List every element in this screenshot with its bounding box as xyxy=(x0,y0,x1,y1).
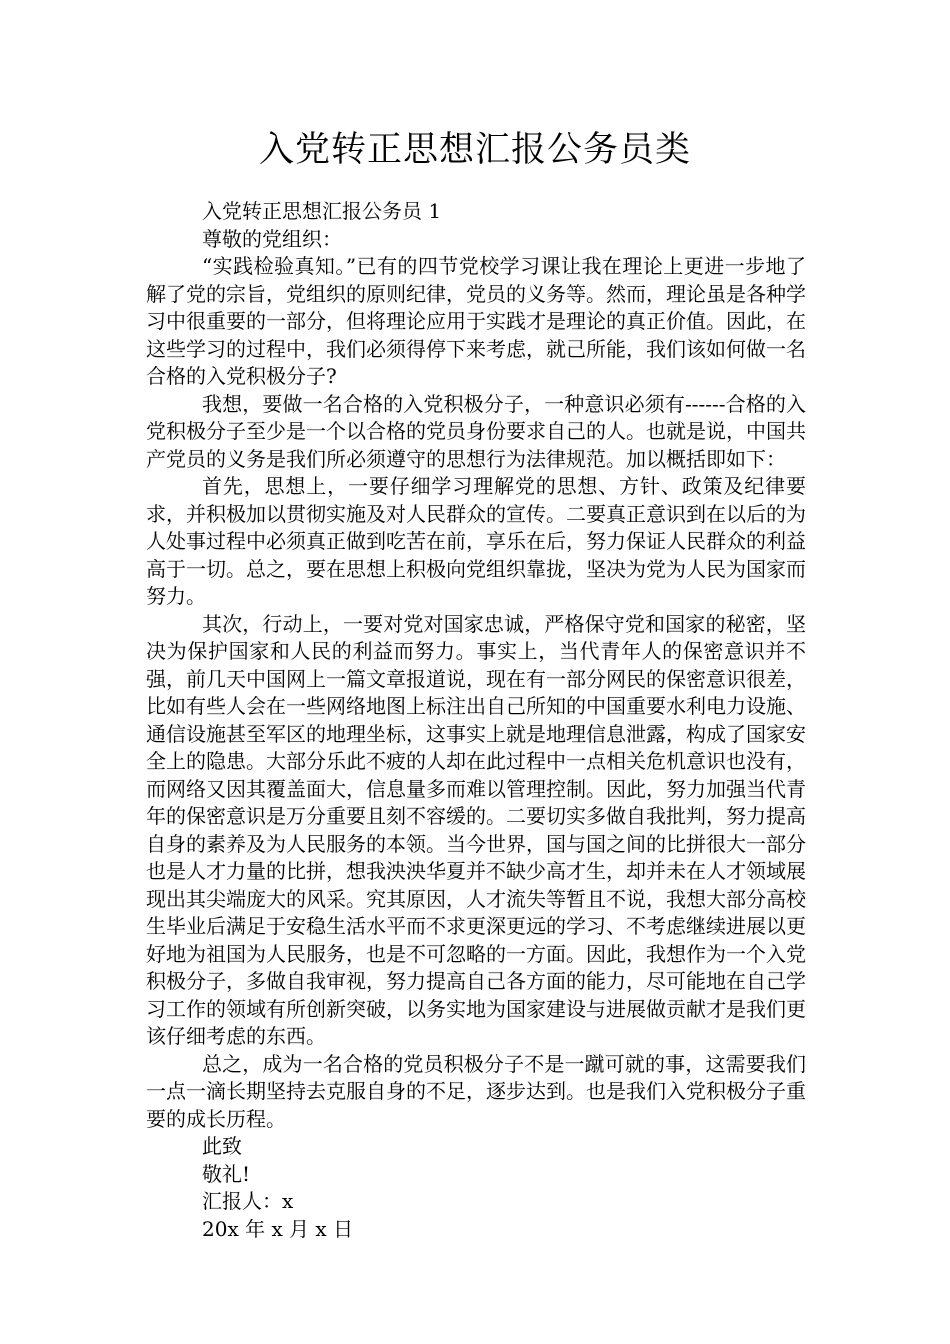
paragraph-4: 其次，行动上，一要对党对国家忠诚，严格保守党和国家的秘密，坚决为保护国家和人民的利益而努力。事实上，当代青年人的保密意识并不强，前几天中国网上一篇文章报道说，现在有一部分网民的保密意识很差，比如有些人会在一些网络地图上标注出自己所知的中国重要水利电力设施、通信设施甚至军区的地理坐标，这事实上就是地理信息泄露，构成了国家安全上的隐患。大部分乐此不疲的人却在此过程中一点相关危机意识也没有，而网络又因其覆盖面大，信息量多而难以管理控制。因此，努力加强当代青年的保密意识是万分重要且刻不容缓的。二要切实多做自我批判，努力提高自身的素养及为人民服务的本领。当今世界，国与国之间的比拼很大一部分也是人才力量的比拼，想我泱泱华夏并不缺少高才生，却并未在人才领域展现出其尖端庞大的风采。究其原因，人才流失等暂且不说，我想大部分高校生毕业后满足于安稳生活水平而不求更深更远的学习、不考虑继续进展以更好地为祖国为人民服务，也是不可忽略的一方面。因此，我想作为一个入党积极分子，多做自我审视，努力提高自己各方面的能力，尽可能地在自己学习工作的领域有所创新突破，以务实地为国家建设与进展做贡献才是我们更该仔细考虑的东西。 xyxy=(146,611,806,1048)
reporter: 汇报人：x xyxy=(202,1189,294,1213)
paragraph-3: 首先，思想上，一要仔细学习理解党的思想、方针、政策及纪律要求，并积极加以贯彻实施及对人民群众的宣传。二要真正意识到在以后的为人处事过程中必须真正做到吃苦在前，享乐在后，努力保证人民群众的利益高于一切。总之，要在思想上积极向党组织靠拢，坚决为党为人民为国家而努力。 xyxy=(146,474,806,608)
paragraph-1: “实践检验真知。”已有的四节党校学习课让我在理论上更进一步地了解了党的宗旨，党组织的原则纪律，党员的义务等。然而，理论虽是各种学习中很重要的一部分，但将理论应用于实践才是理论的真正价值。因此，在这些学习的过程中，我们必须得停下来考虑，就己所能，我们该如何做一名合格的入党积极分子? xyxy=(146,254,806,388)
paragraph-2: 我想，要做一名合格的入党积极分子，一种意识必须有------合格的入党积极分子至少是一个以合格的党员身份要求自己的人。也就是说，中国共产党员的义务是我们所必须遵守的思想行为法律规范。加以概括即如下： xyxy=(146,391,806,471)
paragraph-5: 总之，成为一名合格的党员积极分子不是一蹴可就的事，这需要我们一点一滴长期坚持去克服自身的不足，逐步达到。也是我们入党积极分子重要的成长历程。 xyxy=(146,1051,806,1131)
salutation: 尊敬的党组织： xyxy=(202,226,342,251)
document-title: 入党转正思想汇报公务员类 xyxy=(258,130,691,170)
report-date: 20x 年 x 月 x 日 xyxy=(202,1216,354,1241)
regards: 敬礼! xyxy=(202,1161,251,1186)
document-subtitle: 入党转正思想汇报公务员 1 xyxy=(202,199,442,223)
closing: 此致 xyxy=(202,1134,242,1158)
document-body xyxy=(146,198,806,1243)
